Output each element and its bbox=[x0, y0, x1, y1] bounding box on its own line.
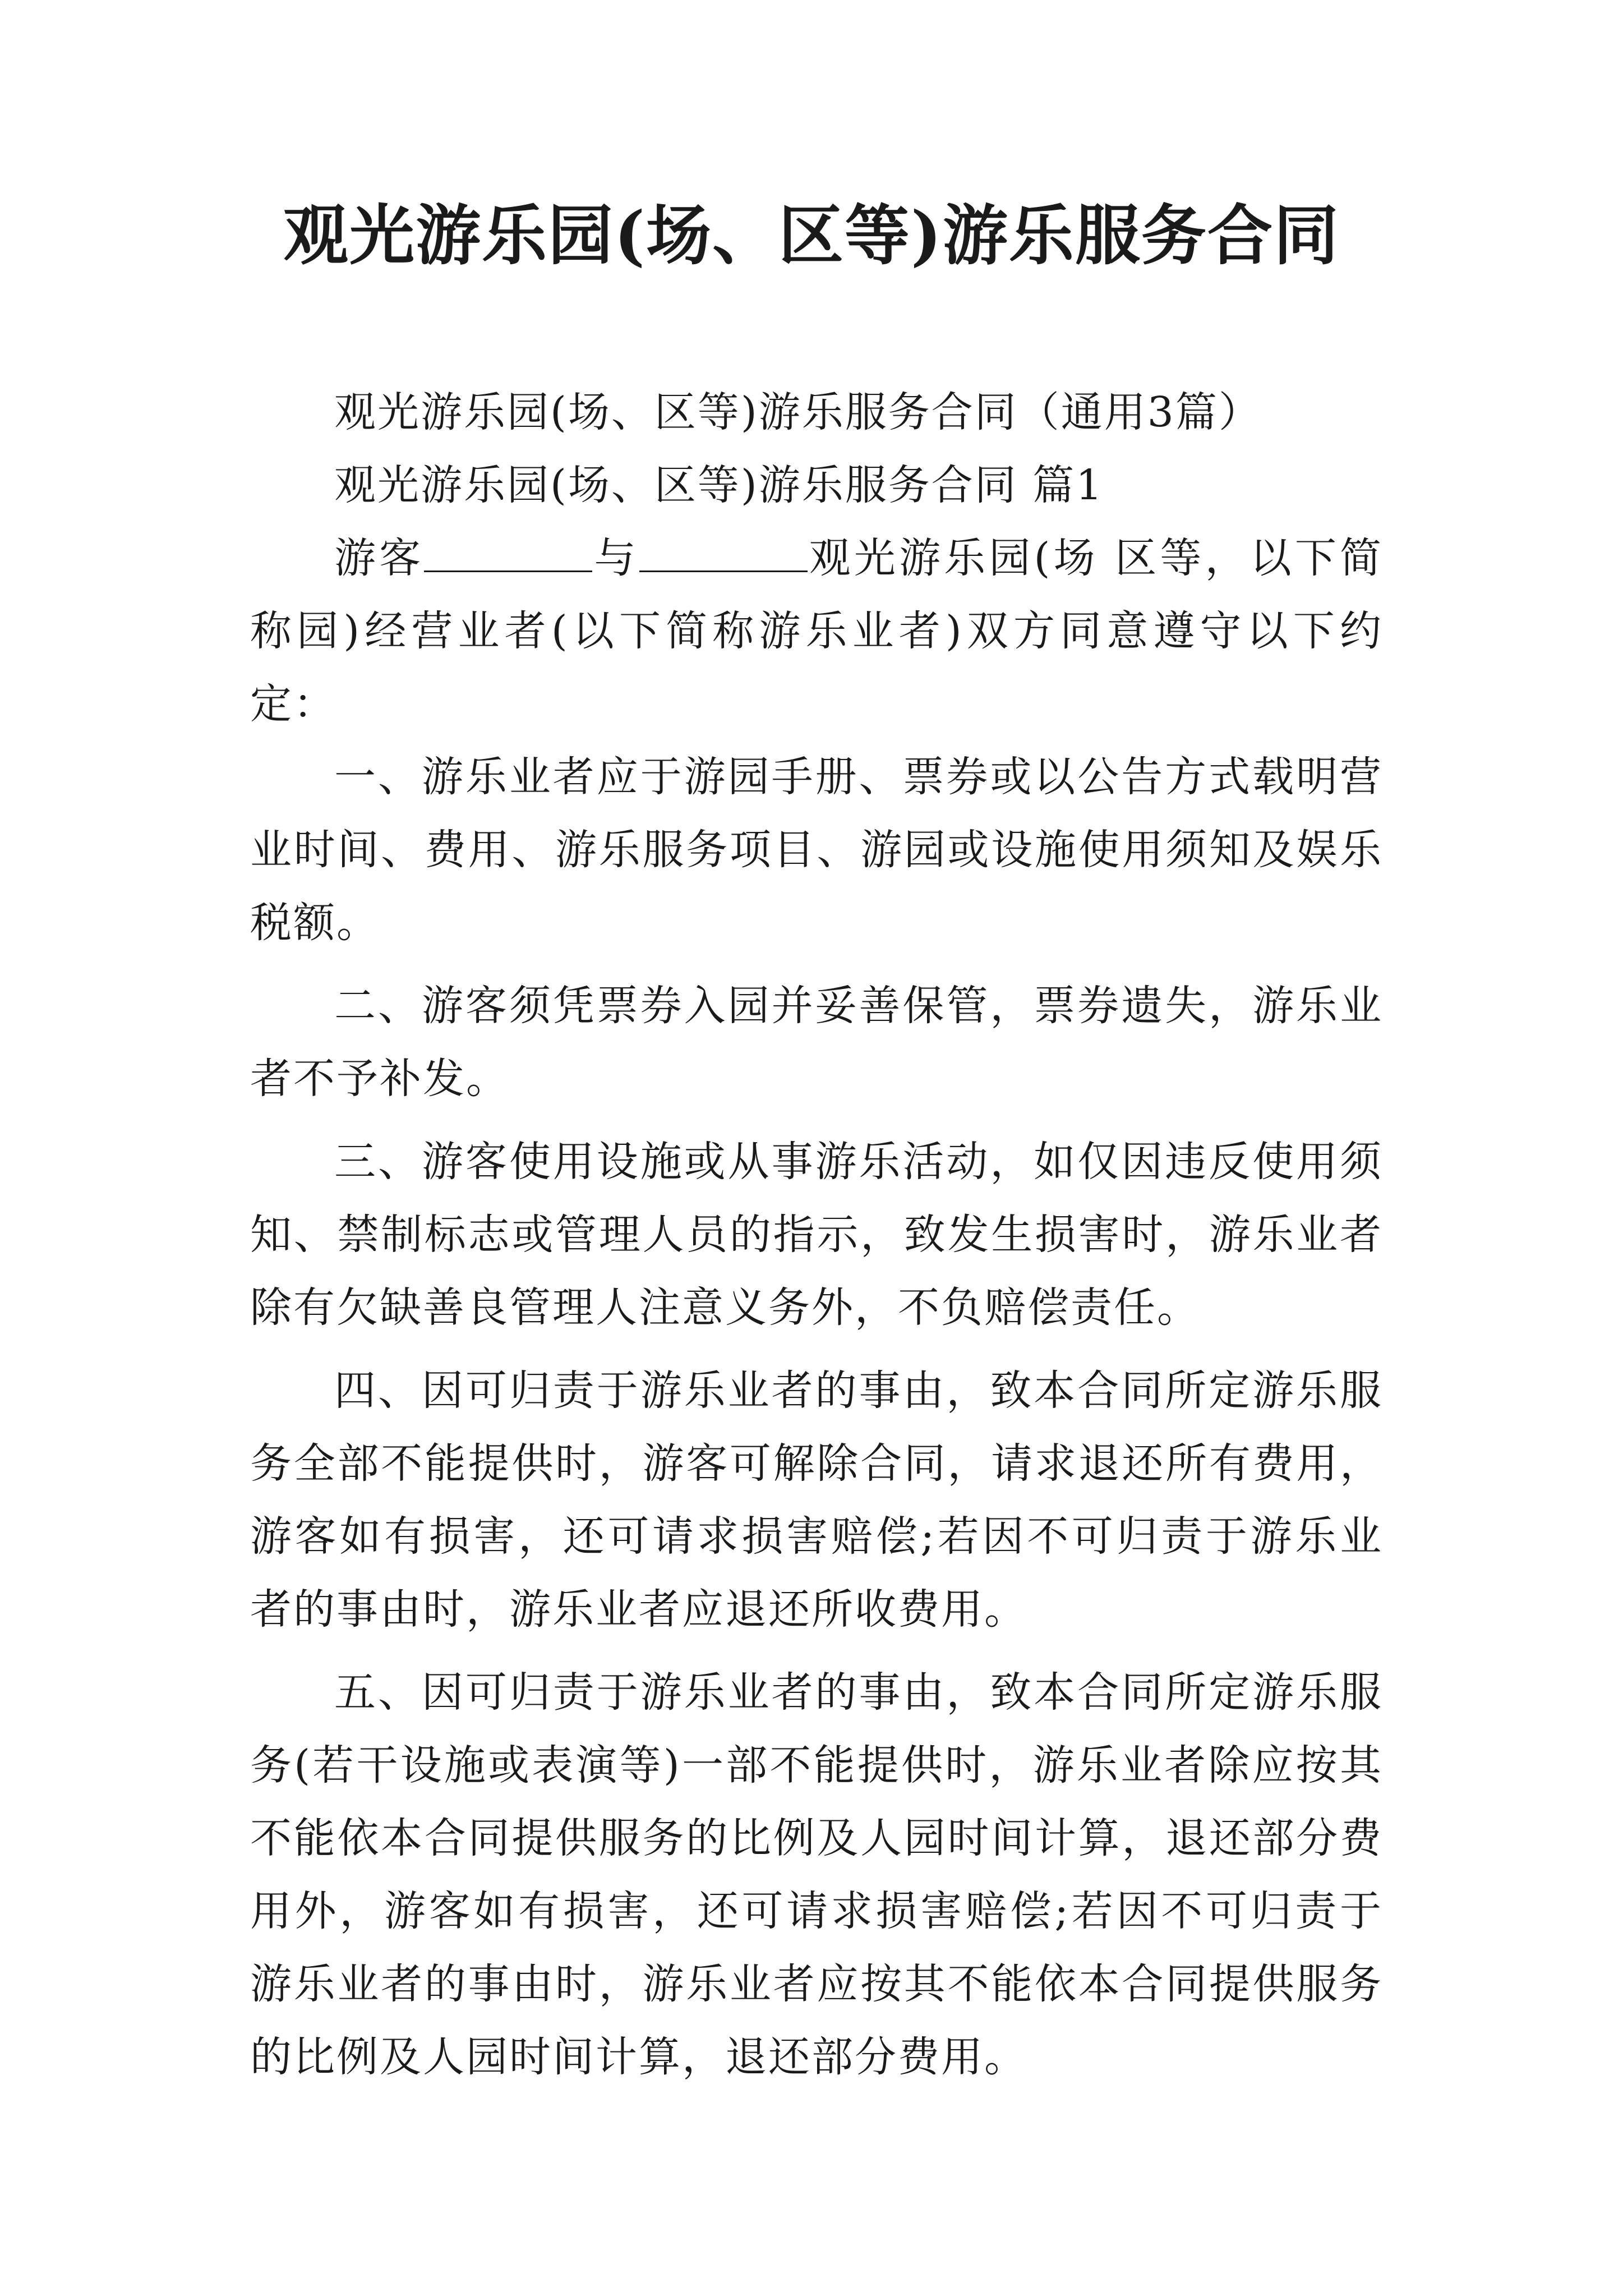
section-heading: 观光游乐园(场、区等)游乐服务合同 篇1 bbox=[334, 461, 1104, 509]
document-body bbox=[250, 376, 1383, 2093]
clause-4: 四、因可归责于游乐业者的事由，致本合同所定游乐服务全部不能提供时，游客可解除合同，请求退还所有费用，游客如有损害，还可请求损害赔偿;若因不可归责于游乐业者的事由时，游乐业者应退还所收费用。 bbox=[250, 1366, 1383, 1634]
blank-field-visitor bbox=[424, 530, 592, 572]
intro-text-1: 游客 bbox=[334, 534, 425, 582]
document-title: 观光游乐园(场、区等)游乐服务合同 bbox=[283, 197, 1340, 274]
intro-text-3: 观光游乐园(场 区等，以下简称园)经营业者(以下简称游乐业者)双方同意遵守以下约定： bbox=[250, 534, 1384, 728]
clause-2: 二、游客须凭票券入园并妥善保管，票券遗失，游乐业者不予补发。 bbox=[250, 982, 1383, 1103]
clause-5: 五、因可归责于游乐业者的事由，致本合同所定游乐服务(若干设施或表演等)一部不能提供时，游乐业者除应按其不能依本合同提供服务的比例及人园时间计算，退还部分费用外，游客如有损害，还可请求损害赔偿;若因不可归责于游乐业者的事由时，游乐业者应按其不能依本合同提供服务的比例及人园时间计算，退还部分费用。 bbox=[250, 1668, 1383, 2081]
intro-paragraph bbox=[250, 522, 1383, 740]
clause-1: 一、游乐业者应于游园手册、票券或以公告方式载明营业时间、费用、游乐服务项目、游园或设施使用须知及娱乐税额。 bbox=[250, 753, 1383, 947]
document-subtitle: 观光游乐园(场、区等)游乐服务合同（通用3篇） bbox=[334, 388, 1262, 436]
blank-field-park bbox=[639, 530, 808, 572]
intro-text-2: 与 bbox=[592, 534, 639, 582]
clause-3: 三、游客使用设施或从事游乐活动，如仅因违反使用须知、禁制标志或管理人员的指示，致发生损害时，游乐业者除有欠缺善良管理人注意义务外，不负赔偿责任。 bbox=[250, 1138, 1383, 1332]
